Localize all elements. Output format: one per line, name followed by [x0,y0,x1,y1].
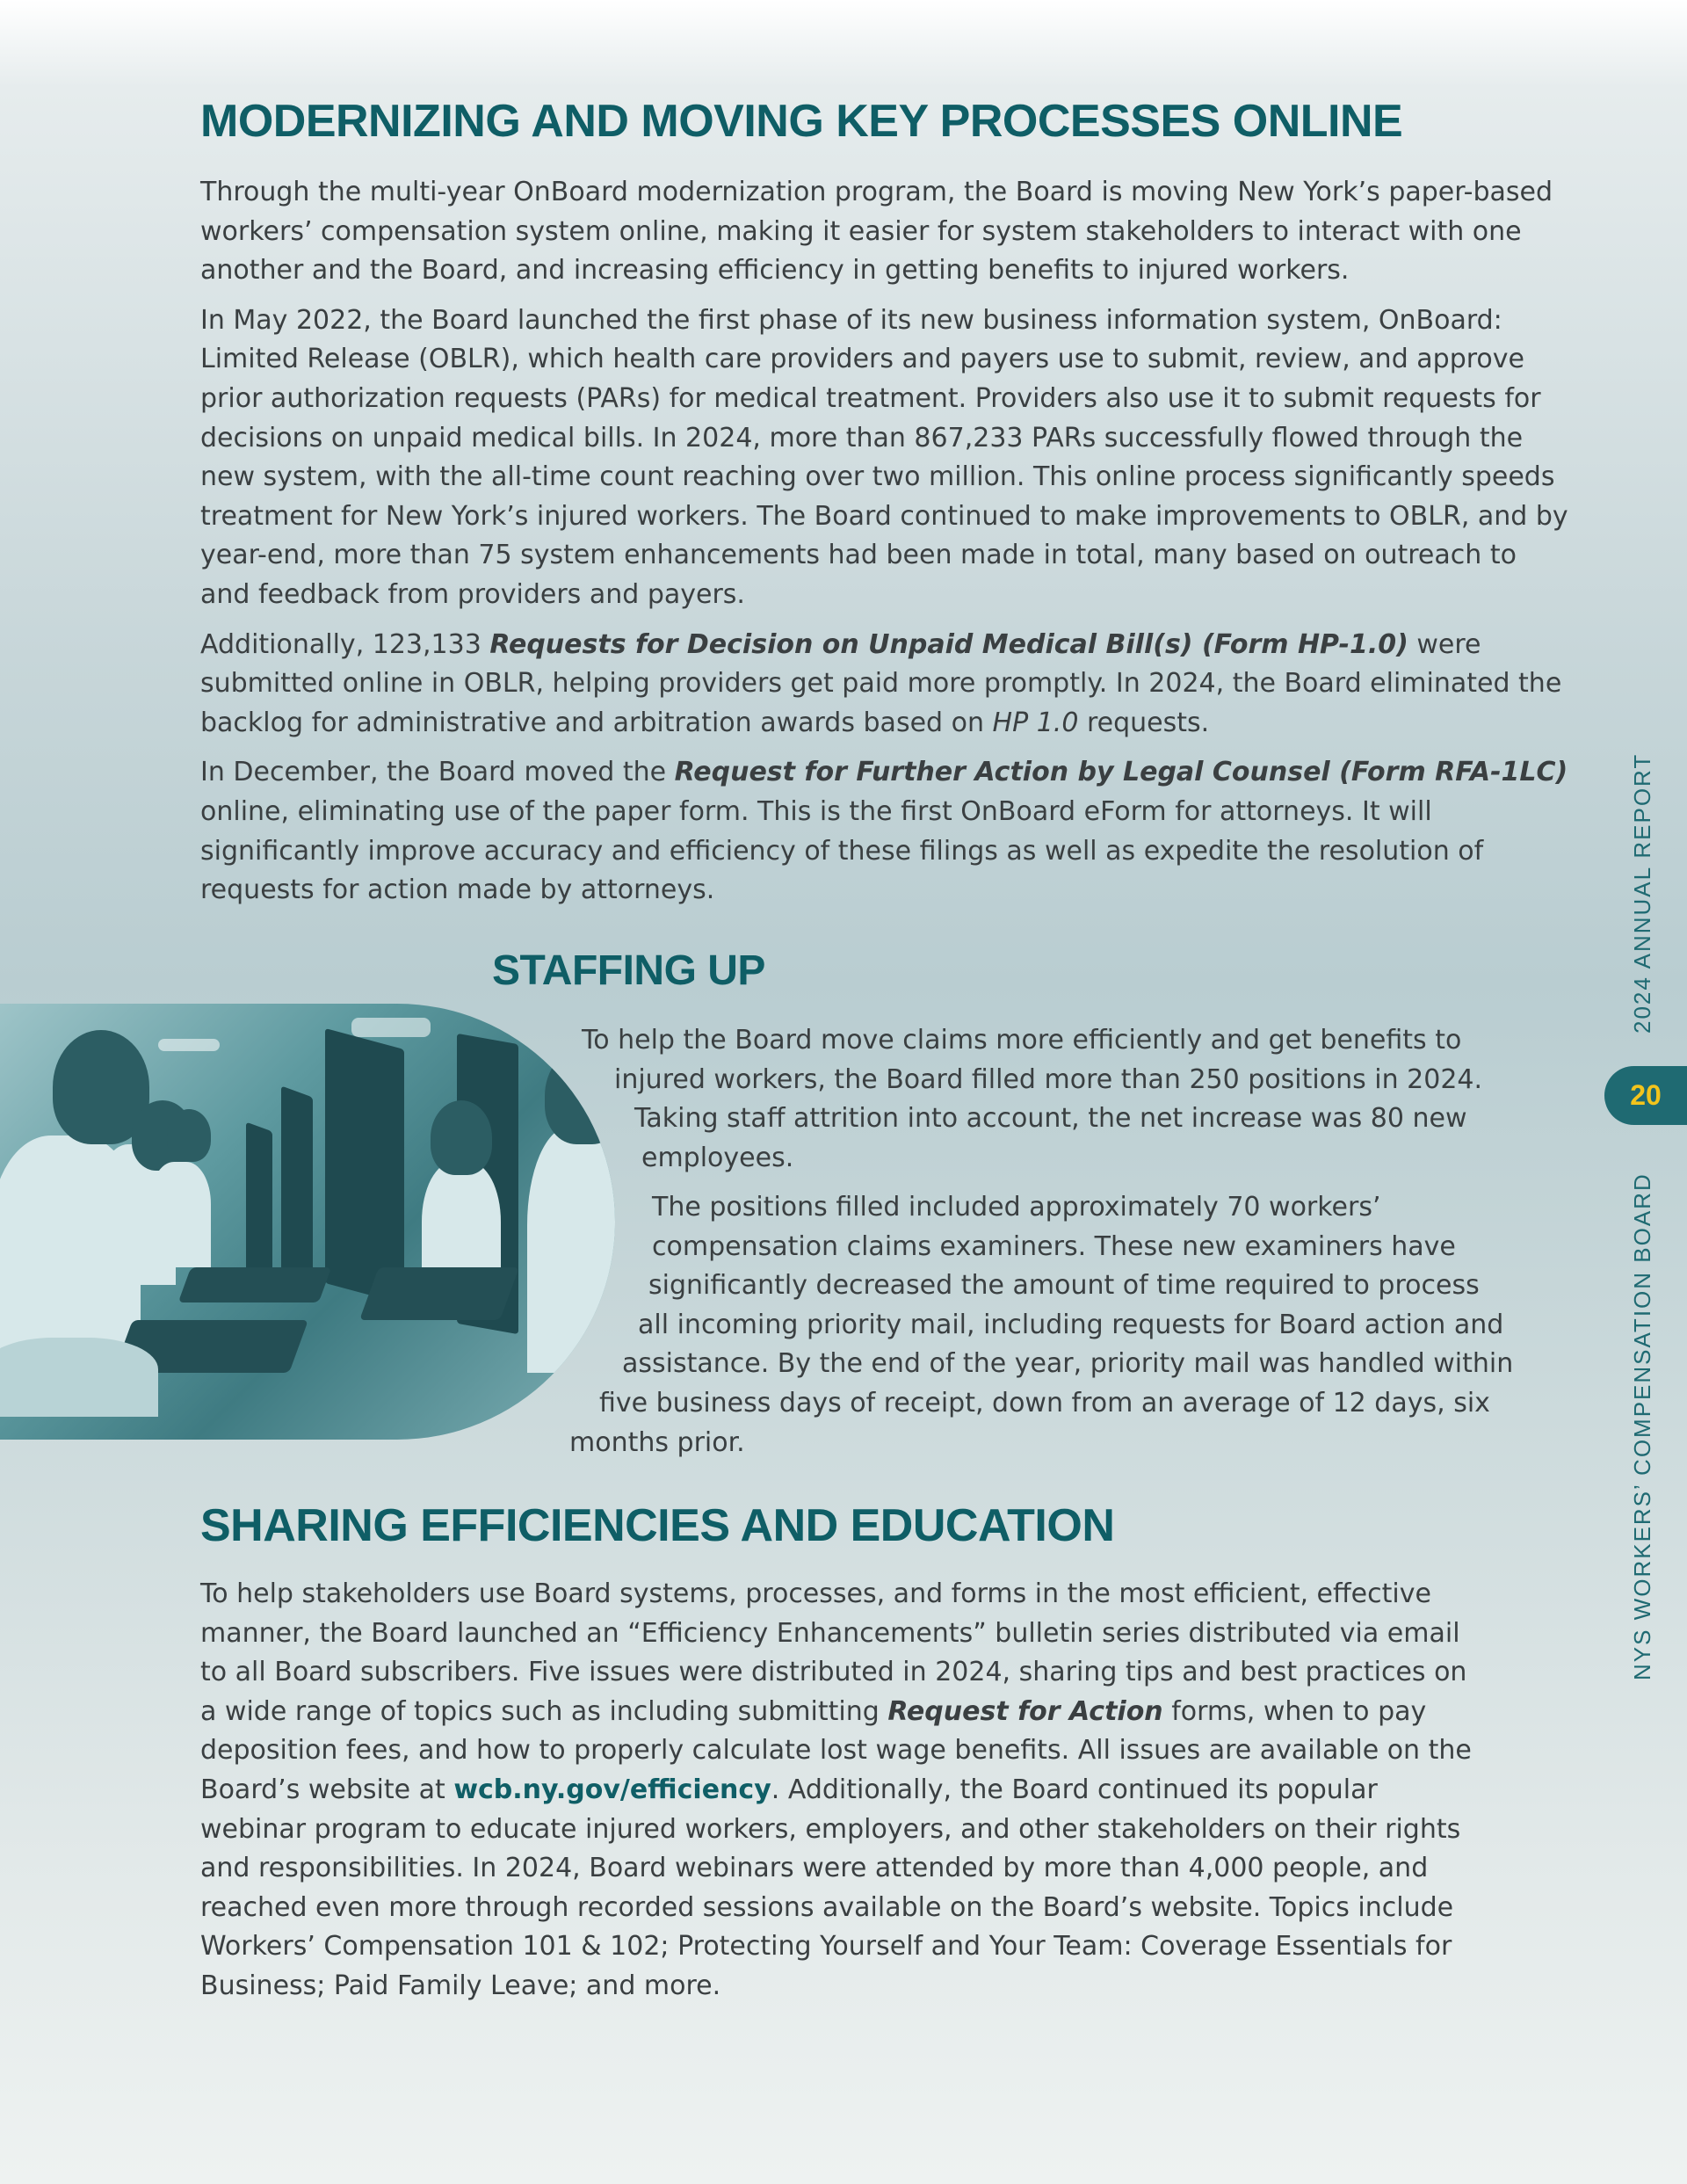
office-workers-photo [0,1004,615,1440]
form-ref-hp10: HP 1.0 [992,707,1079,738]
form-title-hp1: Requests for Decision on Unpaid Medical Bill(s) (Form HP-1.0) [489,628,1408,660]
text-line: To help the Board move claims more efficiently and get benefits to [582,1025,1462,1056]
section-sharing-body [200,1575,1483,2006]
form-title-request-for-action: Request for Action [887,1695,1163,1727]
efficiency-link[interactable]: wcb.ny.gov/efficiency [453,1774,771,1805]
section-heading-modernizing: MODERNIZING AND MOVING KEY PROCESSES ONLINE [200,96,1403,147]
section-modernizing-body [200,173,1571,921]
text-line: significantly decreased the amount of time required to process [648,1270,1480,1302]
paragraph: In May 2022, the Board launched the first phase of its new business information system, OnBoard: Limited Release (OBLR), which health care providers and payers use to submit, review, and approve prior authorization requests (PARs) for medical treatment. Providers also use it to submit requests for decisions on unpaid medical bills. In 2024, more than 867,233 PARs successfully flowed through the new system, with the all-time count reaching over two million. This online process significantly speeds treatment for New York’s injured workers. The Board continued to make improvements to OBLR, and by year-end, more than 75 system enhancements had been made in total, many based on outreach to and feedback from providers and payers. [200,304,1568,610]
text-line: assistance. By the end of the year, priority mail was handled within [622,1348,1514,1380]
page-number-tab [1604,1066,1687,1125]
text-line: months prior. [569,1426,745,1458]
paragraph: To help stakeholders use Board systems, processes, and forms in the most efficient, effective manner, the Board launched an “Efficiency Enhancements” bulletin series distributed via email to all Board subscribers. Five issues were distributed in 2024, sharing tips and best practices on a wide range of topics such as including submitting Request for Action forms, when to pay deposition fees, and how to properly calculate lost wage benefits. All issues are available on the Board’s website at wcb.ny.gov/efficiency. Additionally, the Board continued its popular webinar program to educate injured workers, employers, and other stakeholders on their rights and responsibilities. In 2024, Board webinars were attended by more than 4,000 people, and reached even more through recorded sessions available on the Board’s website. Topics include Workers’ Compensation 101 & 102; Protecting Yourself and Your Team: Coverage Essentials for Business; Paid Family Leave; and more. [200,1578,1472,2001]
form-title-rfa1lc: Request for Further Action by Legal Counsel (Form RFA-1LC) [674,757,1568,788]
report-title-vertical: 2024 ANNUAL REPORT [1629,752,1655,1034]
text-line: injured workers, the Board filled more than 250 positions in 2024. [614,1063,1483,1095]
paragraph: Through the multi-year OnBoard modernization program, the Board is moving New York’s paper-based workers’ compensation system online, making it easier for system stakeholders to interact with one another and the Board, and increasing efficiency in getting benefits to injured workers. [200,177,1553,287]
text-line: employees. [641,1142,794,1173]
text-line: five business days of receipt, down from an average of 12 days, six [599,1388,1490,1419]
section-heading-sharing: SHARING EFFICIENCIES AND EDUCATION [200,1500,1115,1551]
text-line: compensation claims examiners. These new examiners have [652,1230,1456,1262]
page-number: 20 [1630,1079,1662,1111]
paragraph: Additionally, 123,133 Requests for Decision on Unpaid Medical Bill(s) (Form HP-1.0) were submitted online in OBLR, helping providers get paid more promptly. In 2024, the Board eliminated the backlog for administrative and arbitration awards based on HP 1.0 requests. [200,628,1562,738]
section-heading-staffing: STAFFING UP [492,947,765,994]
text-line: all incoming priority mail, including requests for Board action and [638,1309,1504,1340]
paragraph: In December, the Board moved the Request for Further Action by Legal Counsel (Form RFA-1LC) online, eliminating use of the paper form. This is the first OnBoard eForm for attorneys. It will significantly improve accuracy and efficiency of these filings as well as expedite the resolution of requests for action made by attorneys. [200,757,1568,906]
org-name-vertical: NYS WORKERS’ COMPENSATION BOARD [1629,1172,1655,1680]
text-line: Taking staff attrition into account, the net increase was 80 new [634,1103,1467,1135]
text-line: The positions filled included approximately 70 workers’ [652,1192,1381,1223]
